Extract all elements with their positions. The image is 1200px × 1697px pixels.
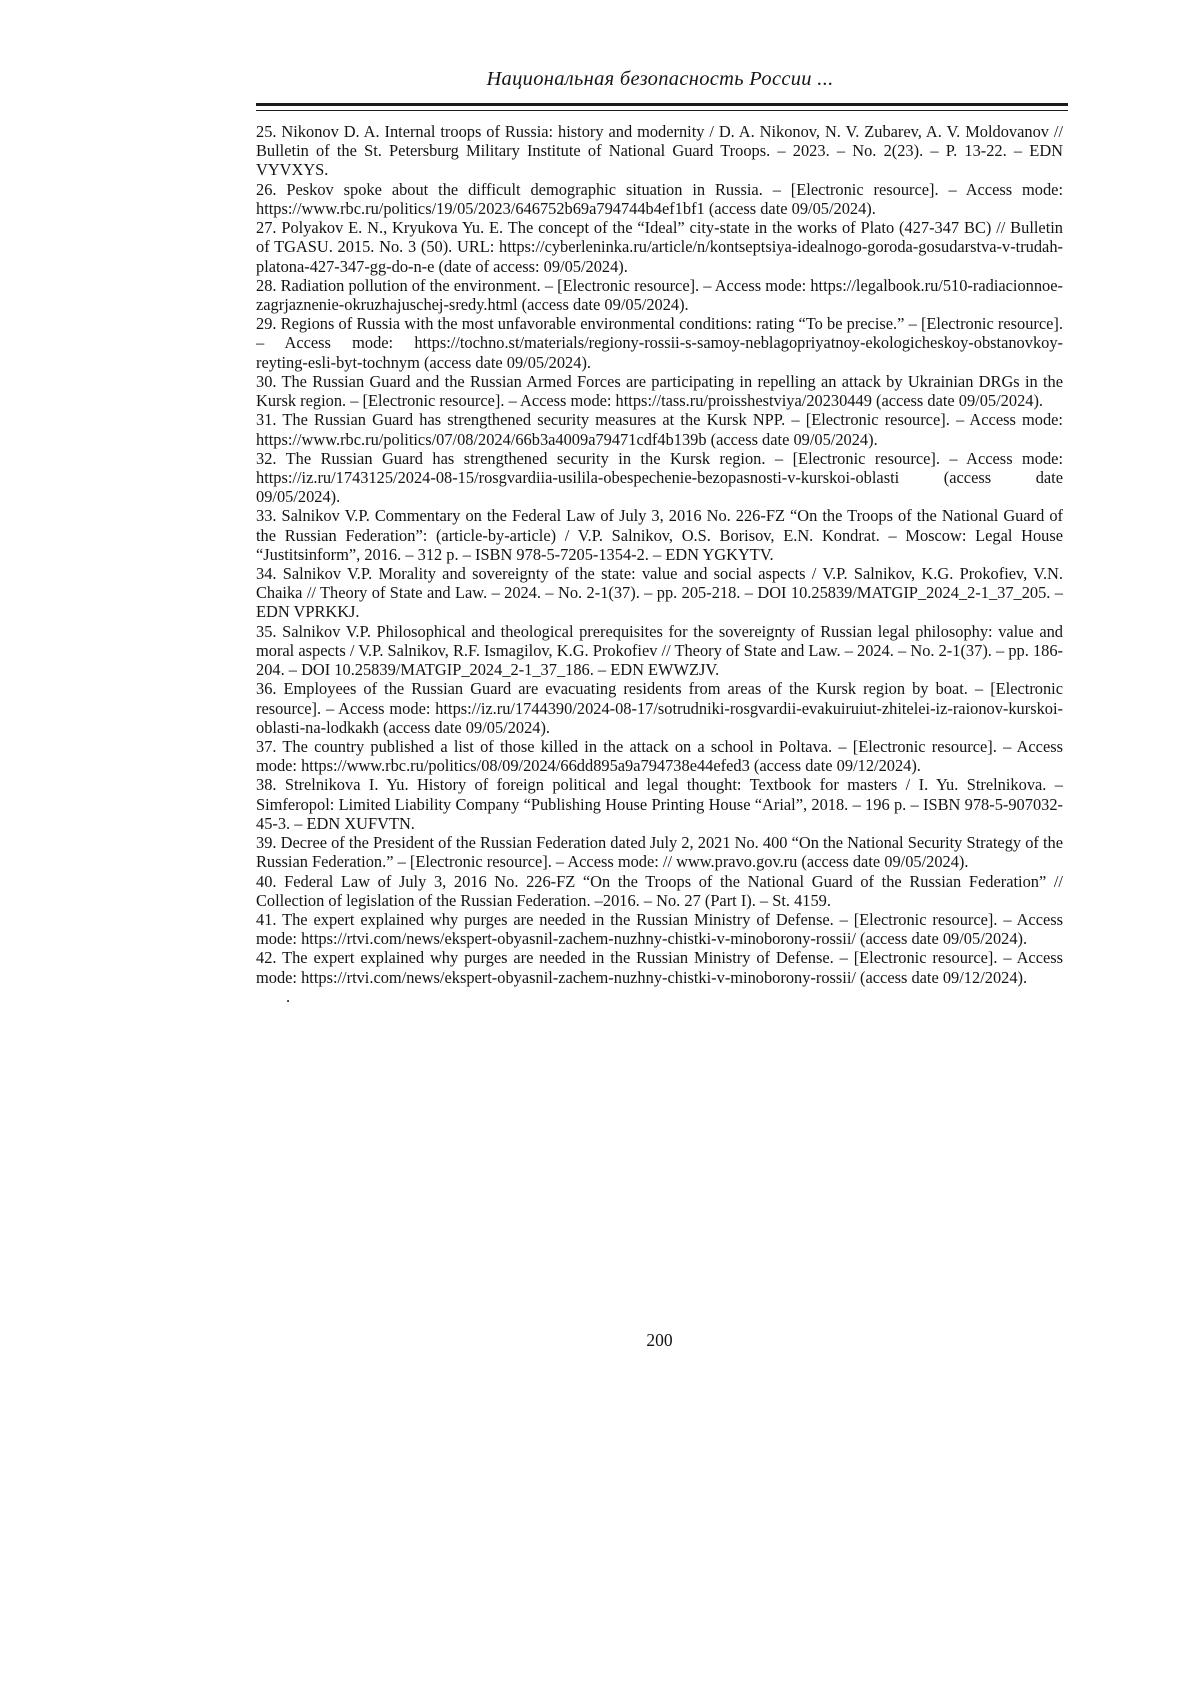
running-header: Национальная безопасность России ... <box>486 68 834 90</box>
reference-entry: 27. Polyakov E. N., Kryukova Yu. E. The concept of the “Ideal” city-state in the works of Plato (427-347 BC) // Bulletin of TGASU. 2015. No. 3 (50). URL: https://cyberleninka.ru/article/n/kontseptsiya-idealnogo-goroda-gosudarstva-v-trudah-platona-427-347-gg-do-n-e (date of access: 09/05/2024). <box>256 218 1063 276</box>
header-rule <box>256 103 1068 111</box>
reference-entry: 28. Radiation pollution of the environment. – [Electronic resource]. – Access mode: https://legalbook.ru/510-radiacionnoe-zagrjaznenie-okruzhajuschej-sredy.html (access date 09/05/2024). <box>256 275 1063 314</box>
references-list <box>256 122 1063 1006</box>
reference-entry: 39. Decree of the President of the Russian Federation dated July 2, 2021 No. 400 “On the National Security Strategy of the Russian Federation.” – [Electronic resource]. – Access mode: // www.pravo.gov.ru (access date 09/05/2024). <box>256 833 1063 872</box>
reference-entry: 29. Regions of Russia with the most unfavorable environmental conditions: rating “To be precise.” – [Electronic resource]. – Access mode: https://tochno.st/materials/regiony-rossii-s-samoy-neblagopriyatnoy-ekologicheskoy-obstanovkoy-reyting-esli-byt-tochnym (access date 09/05/2024). <box>256 314 1063 372</box>
reference-entry: 41. The expert explained why purges are needed in the Russian Ministry of Defense. – [Electronic resource]. – Access mode: https://rtvi.com/news/ekspert-obyasnil-zachem-nuzhny-chistki-v-minoborony-rossii/ (access date 09/05/2024). <box>256 909 1063 949</box>
reference-entry: 42. The expert explained why purges are needed in the Russian Ministry of Defense. – [Electronic resource]. – Access mode: https://rtvi.com/news/ekspert-obyasnil-zachem-nuzhny-chistki-v-minoborony-rossii/ (access date 09/12/2024). <box>256 948 1063 987</box>
reference-entry: 32. The Russian Guard has strengthened security in the Kursk region. – [Electronic resource]. – Access mode: https://iz.ru/1743125/2024-08-15/rosgvardiia-usilila-obespechenie-bezopasnosti-v-kurskoi-oblasti (access date 09/05/2024). <box>256 448 1063 507</box>
reference-entry: 26. Peskov spoke about the difficult demographic situation in Russia. – [Electronic resource]. – Access mode: https://www.rbc.ru/politics/19/05/2023/646752b69a794744b4ef1bf1 (access date 09/05/2024). <box>256 179 1063 218</box>
reference-entry: 33. Salnikov V.P. Commentary on the Federal Law of July 3, 2016 No. 226-FZ “On the Troops of the National Guard of the Russian Federation”: (article-by-article) / V.P. Salnikov, O.S. Borisov, E.N. Kondrat. – Moscow: Legal House “Justitsinform”, 2016. – 312 p. – ISBN 978-5-7205-1354-2. – EDN YGKYTV. <box>256 506 1063 564</box>
trailing-period: . <box>286 986 291 1006</box>
reference-entry: 30. The Russian Guard and the Russian Armed Forces are participating in repelling an attack by Ukrainian DRGs in the Kursk region. – [Electronic resource]. – Access mode: https://tass.ru/proisshestviya/20230449 (access date 09/05/2024). <box>256 371 1063 411</box>
reference-entry: 31. The Russian Guard has strengthened security measures at the Kursk NPP. – [Electronic resource]. – Access mode: https://www.rbc.ru/politics/07/08/2024/66b3a4009a79471cdf4b139b (access date 09/05/2024). <box>256 410 1063 449</box>
reference-entry: 38. Strelnikova I. Yu. History of foreign political and legal thought: Textbook for masters / I. Yu. Strelnikova. – Simferopol: Limited Liability Company “Publishing House Printing House “Arial”, 2018. – 196 p. – ISBN 978-5-907032-45-3. – EDN XUFVTN. <box>256 775 1063 833</box>
reference-entry: 25. Nikonov D. A. Internal troops of Russia: history and modernity / D. A. Nikonov, N. V. Zubarev, A. V. Moldovanov // Bulletin of the St. Petersburg Military Institute of National Guard Troops. – 2023. – No. 2(23). – P. 13-22. – EDN VYVXYS. <box>256 122 1063 180</box>
reference-entry: 37. The country published a list of those killed in the attack on a school in Poltava. – [Electronic resource]. – Access mode: https://www.rbc.ru/politics/08/09/2024/66dd895a9a794738e44efed3 (access date 09/12/2024). <box>256 737 1063 776</box>
reference-entry: 34. Salnikov V.P. Morality and sovereignty of the state: value and social aspects / V.P. Salnikov, K.G. Prokofiev, V.N. Chaika // Theory of State and Law. – 2024. – No. 2-1(37). – pp. 205-218. – DOI 10.25839/MATGIP_2024_2-1_37_205. – EDN VPRKKJ. <box>256 564 1063 622</box>
reference-entry: 36. Employees of the Russian Guard are evacuating residents from areas of the Kursk region by boat. – [Electronic resource]. – Access mode: https://iz.ru/1744390/2024-08-17/sotrudniki-rosgvardii-evakuiruiut-zhitelei-iz-raionov-kurskoi-oblasti-na-lodkakh (access date 09/05/2024). <box>256 679 1063 737</box>
reference-entry: 35. Salnikov V.P. Philosophical and theological prerequisites for the sovereignty of Russian legal philosophy: value and moral aspects / V.P. Salnikov, R.F. Ismagilov, K.G. Prokofiev // Theory of State and Law. – 2024. – No. 2-1(37). – pp. 186-204. – DOI 10.25839/MATGIP_2024_2-1_37_186. – EDN EWWZJV. <box>256 621 1063 680</box>
reference-entry: 40. Federal Law of July 3, 2016 No. 226-FZ “On the Troops of the National Guard of the Russian Federation” // Collection of legislation of the Russian Federation. –2016. – No. 27 (Part I). – St. 4159. <box>256 871 1063 910</box>
page-number: 200 <box>646 1330 673 1350</box>
